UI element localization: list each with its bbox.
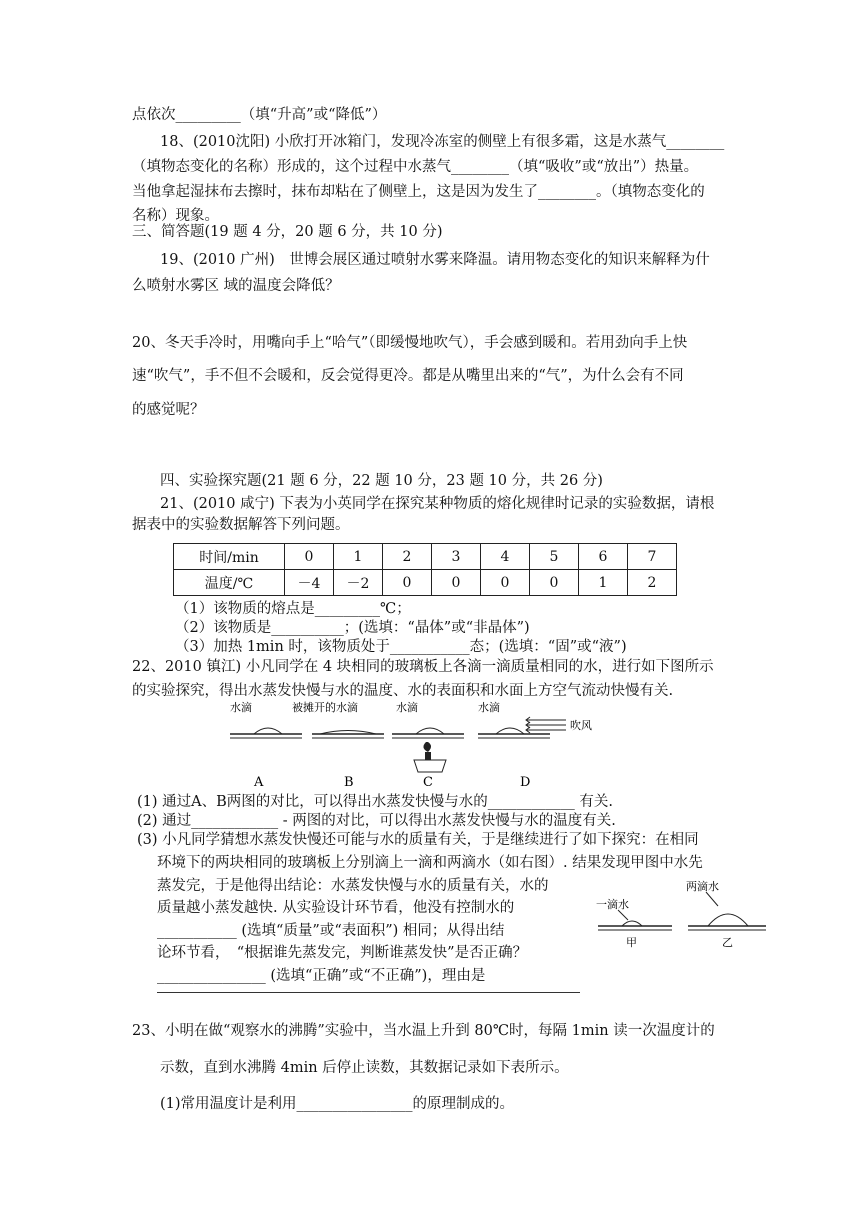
- q21-part3: （3）加热 1min 时，该物质处于___________态；(选填：“固”或“液”): [175, 639, 627, 655]
- label-water-drop: 水滴: [230, 701, 252, 714]
- caption-jia: 甲: [626, 936, 637, 949]
- table-cell: 0: [383, 570, 432, 596]
- label-water-drop-c: 水滴: [396, 701, 418, 714]
- melting-data-table: [173, 543, 677, 596]
- table-cell: 0: [530, 570, 579, 596]
- q20-line3: 的感觉呢？: [132, 402, 205, 418]
- label-water-drop-d: 水滴: [478, 701, 500, 714]
- q23-line1: 23、小明在做“观察水的沸腾”实验中，当水温上升到 80℃时，每隔 1min 读一次温度计的: [132, 1023, 715, 1039]
- q18-line4: 名称）现象。: [132, 208, 219, 224]
- table-cell: 1: [579, 570, 628, 596]
- q23-line2: 示数，直到水沸腾 4min 后停止读数，其数据记录如下表所示。: [160, 1060, 569, 1076]
- q22-part3-line3: 蒸发完，于是他得出结论：水蒸发快慢与水的质量有关，水的: [157, 878, 549, 894]
- table-cell: 温度/℃: [174, 570, 285, 596]
- q22-part3-line2: 环境下的两块相同的玻璃板上分别滴上一滴和两滴水（如右图）. 结果发现甲图中水先: [157, 855, 703, 871]
- table-cell: 4: [481, 544, 530, 570]
- label-two-drops: 两滴水: [686, 880, 719, 893]
- table-cell: 2: [383, 544, 432, 570]
- panel-b: [292, 700, 384, 790]
- q21-part1: （1）该物质的熔点是_________℃；: [175, 601, 411, 617]
- table-cell: 5: [530, 544, 579, 570]
- q22-part1: (1) 通过A、B两图的对比，可以得出水蒸发快慢与水的____________ 有关.: [137, 794, 613, 810]
- table-cell: －4: [285, 570, 334, 596]
- q22-part3-line4: 质量越小蒸发越快. 从实验设计环节看，他没有控制水的: [157, 900, 515, 916]
- q21-line1: 21、(2010 咸宁) 下表为小英同学在探究某种物质的熔化规律时记录的实验数据，请根: [160, 496, 715, 512]
- panel-yi: [686, 879, 766, 949]
- q20-line2: 速“吹气”，手不但不会暖和，反会觉得更冷。都是从嘴里出来的“气”，为什么会有不同: [132, 368, 684, 384]
- q22-part3-line7: _______________ (选填“正确”或“不正确”)，理由是: [157, 968, 486, 984]
- table-row: [174, 544, 677, 570]
- answer-line: [157, 992, 580, 993]
- panel-jia: [596, 897, 672, 949]
- table-cell: 0: [481, 570, 530, 596]
- panel-c: [392, 700, 464, 790]
- q21-part2: （2）该物质是__________；(选填：“晶体”或“非晶体”): [175, 620, 530, 636]
- q18-line1: 18、(2010沈阳) 小欣打开冰箱门，发现冷冻室的侧壁上有很多霜，这是水蒸气________: [160, 134, 725, 150]
- q18-line2: （填物态变化的名称）形成的，这个过程中水蒸气________（填“吸收”或“放出”）热量。: [132, 159, 699, 175]
- mass-comparison-figure: [588, 876, 773, 952]
- caption-d: D: [520, 775, 531, 790]
- label-spread-drop: 被摊开的水滴: [292, 701, 358, 714]
- evaporation-figure: [220, 698, 605, 790]
- q22-part3-line5: ___________ (选填“质量”或“表面积”) 相同；从得出结: [157, 923, 505, 939]
- caption-a: A: [254, 775, 264, 790]
- section3-heading: 三、简答题(19 题 4 分，20 题 6 分，共 10 分): [132, 224, 443, 240]
- q22-line2: 的实验探究，得出水蒸发快慢与水的温度、水的表面积和水面上方空气流动快慢有关.: [132, 683, 674, 699]
- q22-line1: 22、2010 镇江) 小凡同学在 4 块相同的玻璃板上各滴一滴质量相同的水，进行如下图所示: [132, 659, 714, 675]
- q19-line1: 19、(2010 广州) 世博会展区通过喷射水雾来降温。请用物态变化的知识来解释为什: [160, 252, 710, 268]
- table-cell: 1: [334, 544, 383, 570]
- section4-heading: 四、实验探究题(21 题 6 分，22 题 10 分，23 题 10 分，共 26 分): [160, 473, 603, 489]
- table-cell: 0: [432, 570, 481, 596]
- q20-line1: 20、冬天手冷时，用嘴向手上“哈气”（即缓慢地吹气），手会感到暖和。若用劲向手上快: [132, 335, 688, 351]
- label-wind: 吹风: [570, 719, 592, 732]
- caption-c: C: [423, 775, 433, 790]
- q17-tail: 点依次_________（填“升高”或“降低”）: [132, 107, 387, 123]
- table-cell: －2: [334, 570, 383, 596]
- q23-part1: (1)常用温度计是利用________________的原理制成的。: [160, 1096, 515, 1112]
- table-cell: 6: [579, 544, 628, 570]
- caption-yi: 乙: [722, 936, 733, 949]
- label-one-drop: 一滴水: [596, 898, 629, 911]
- q22-part3-line6: 论环节看， “根据谁先蒸发完，判断谁蒸发快”是否正确？: [157, 945, 528, 961]
- table-cell: 2: [628, 570, 677, 596]
- q21-line2: 据表中的实验数据解答下列问题。: [132, 517, 350, 533]
- table-cell: 0: [285, 544, 334, 570]
- panel-d: [478, 700, 592, 790]
- q22-part2: (2) 通过____________ ‐ 两图的对比，可以得出水蒸发快慢与水的温度有关.: [137, 813, 616, 829]
- caption-b: B: [344, 775, 354, 790]
- table-cell: 时间/min: [174, 544, 285, 570]
- q18-line3: 当他拿起湿抹布去擦时，抹布却粘在了侧壁上，这是因为发生了________。（填物态变化的: [132, 184, 705, 200]
- table-row: [174, 570, 677, 596]
- table-cell: 7: [628, 544, 677, 570]
- table-cell: 3: [432, 544, 481, 570]
- q22-part3-line1: (3) 小凡同学猜想水蒸发快慢还可能与水的质量有关，于是继续进行了如下探究：在相同: [137, 832, 699, 848]
- q19-line2: 么喷射水雾区 域的温度会降低？: [132, 278, 340, 294]
